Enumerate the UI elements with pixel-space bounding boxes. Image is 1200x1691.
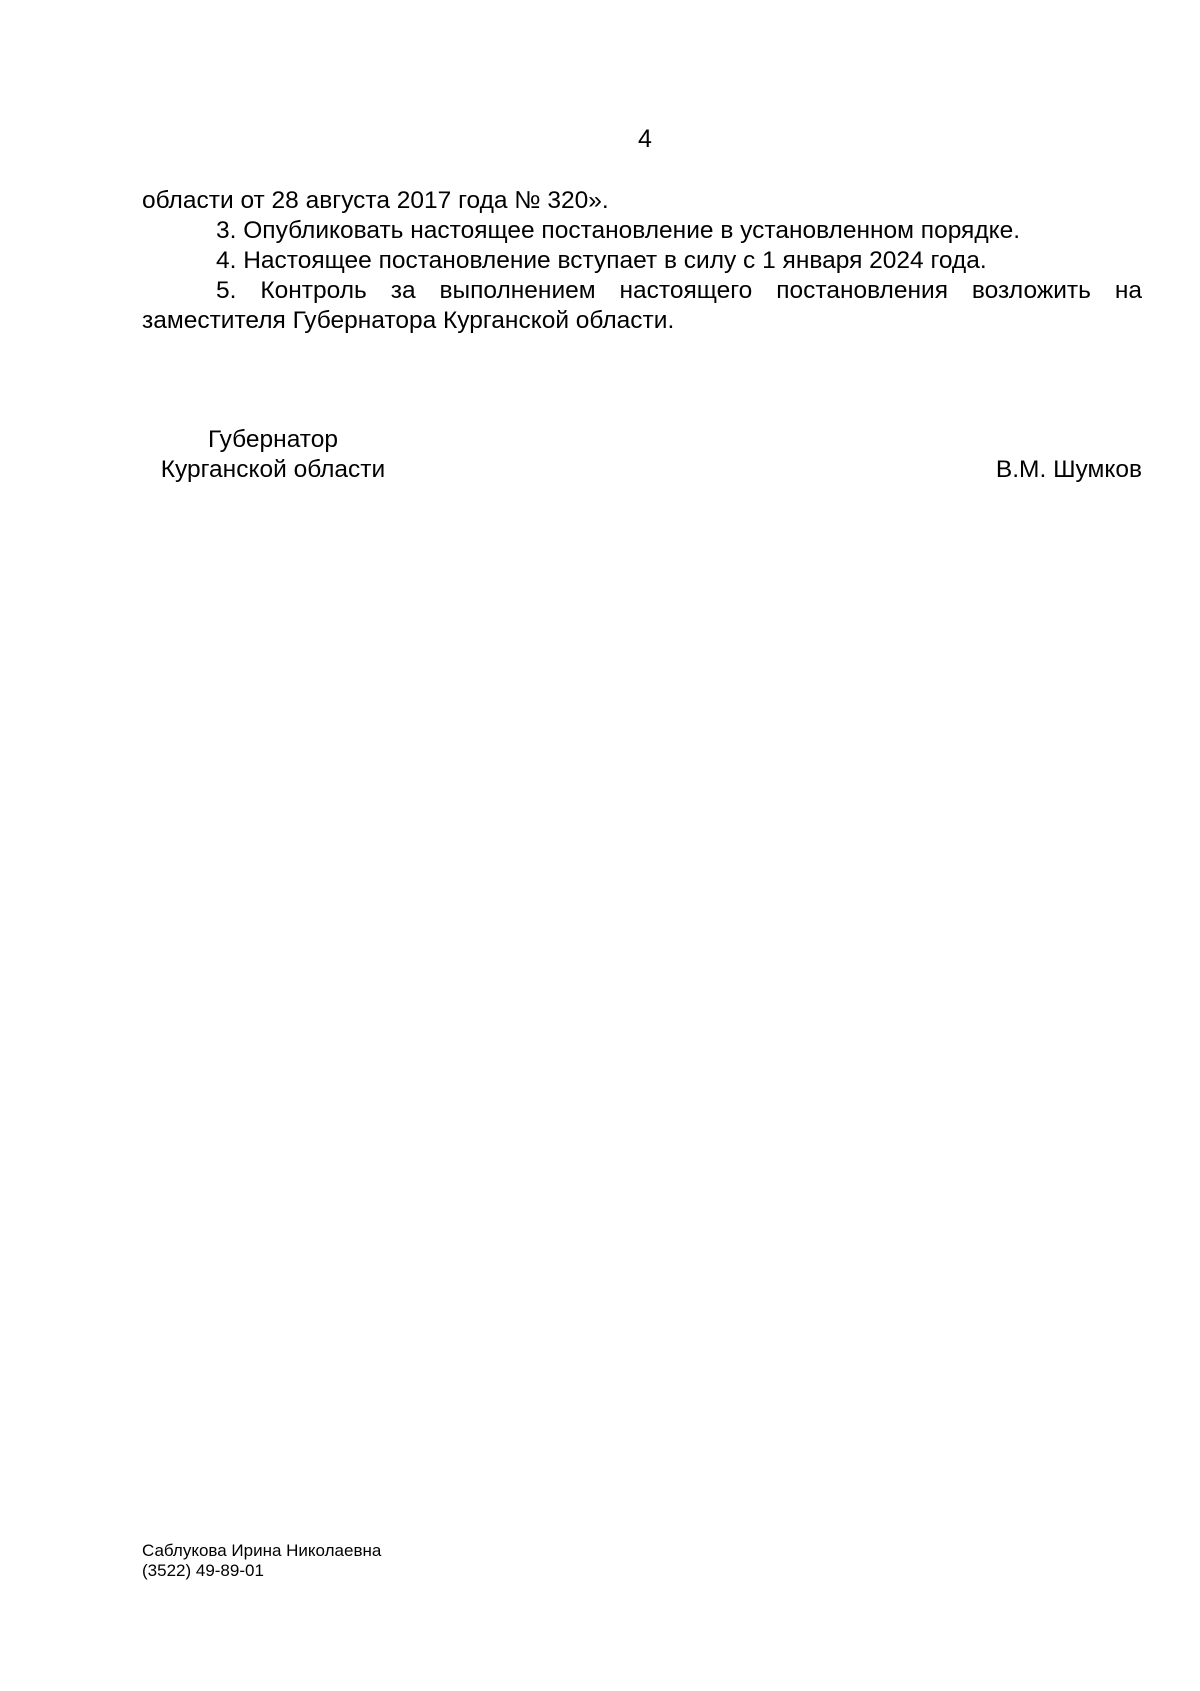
signer-name: В.М. Шумков (995, 456, 1142, 483)
executor-phone: (3522) 49-89-01 (142, 1561, 264, 1580)
signature-block (142, 425, 1142, 489)
signer-title-line-2: Курганской области (160, 456, 386, 483)
executor-name: Саблукова Ирина Николаевна (142, 1541, 382, 1560)
paragraph-continuation: области от 28 августа 2017 года № 320». (142, 187, 609, 214)
document-body (142, 186, 1142, 336)
paragraph-item-5: 5. Контроль за выполнением настоящего постановления возложить на заместителя Губернатора Курганской области. (142, 277, 1142, 334)
paragraph-item-4: 4. Настоящее постановление вступает в силу с 1 января 2024 года. (216, 247, 987, 274)
signer-title (148, 425, 398, 485)
signer-title-line-1: Губернатор (208, 426, 338, 453)
executor-info (142, 1541, 381, 1581)
page-number: 4 (638, 125, 652, 153)
paragraph-item-3: 3. Опубликовать настоящее постановление в установленном порядке. (216, 217, 1021, 244)
